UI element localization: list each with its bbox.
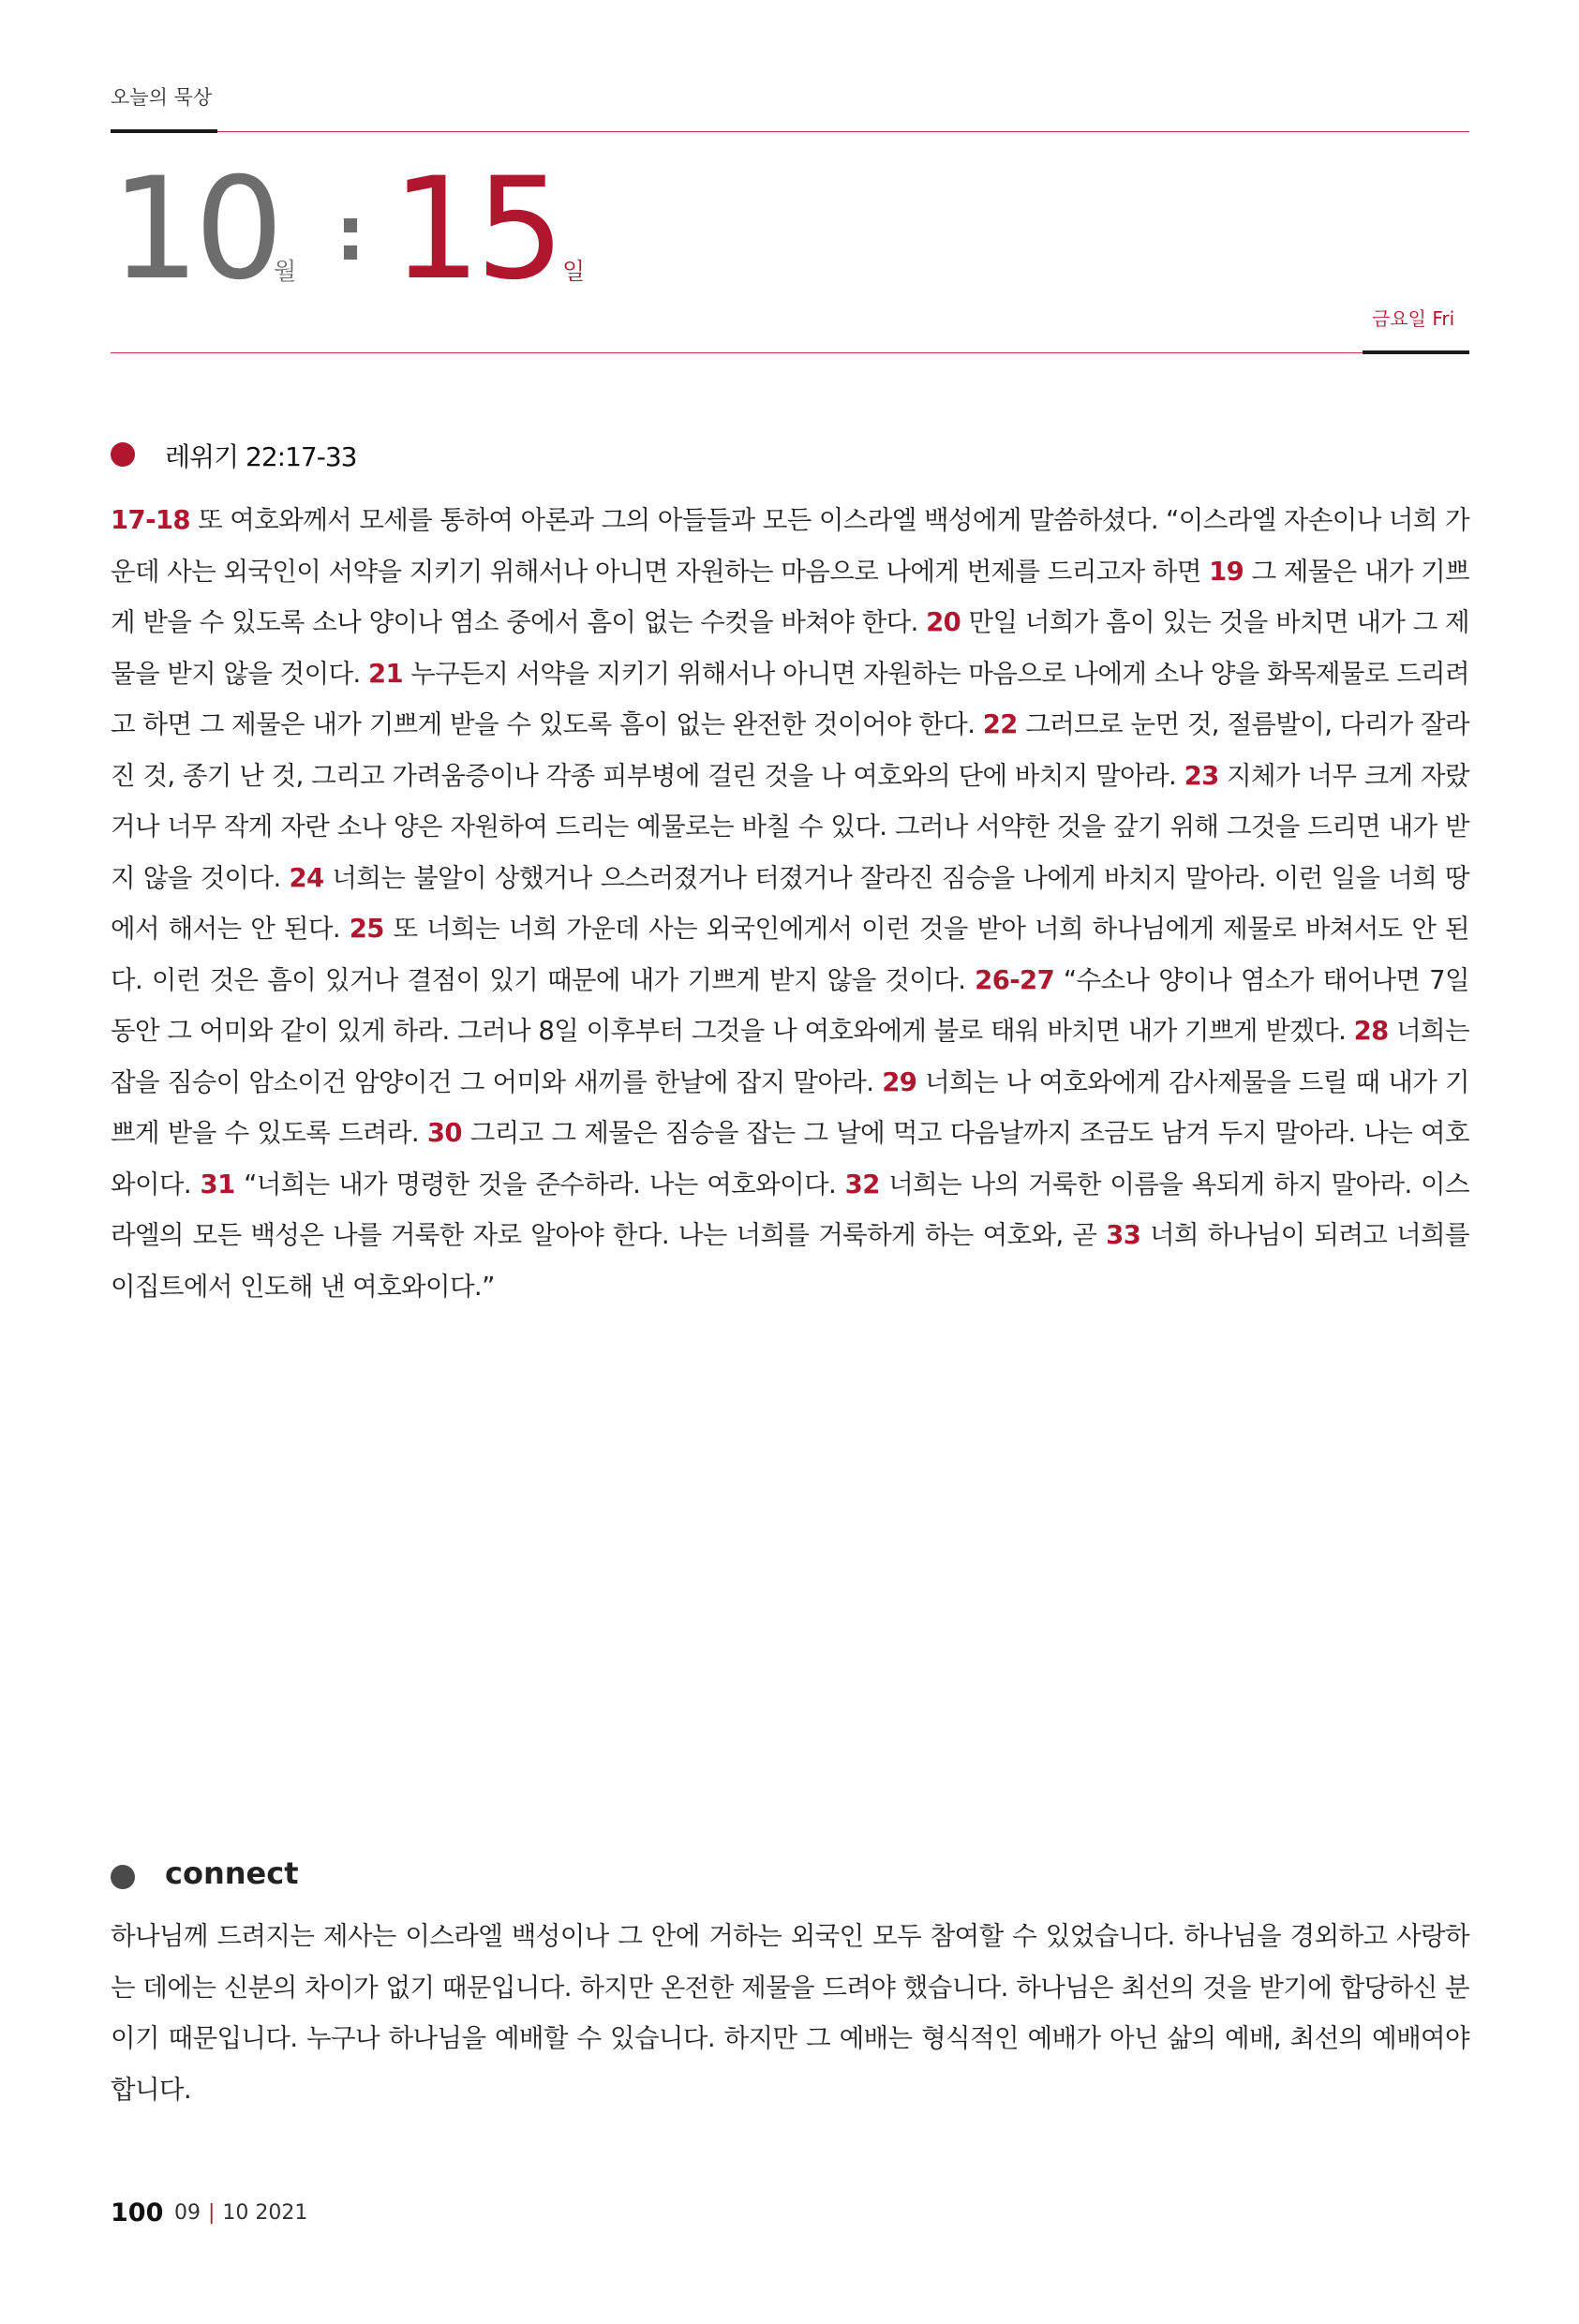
verse-text: 너희는 나 여호와에게 감사제물을 드릴 때 내가 기쁘게 받을 수 있도록 드려라. <box>111 1066 1470 1148</box>
verse-text: 그리고 그 제물은 짐승을 잡는 그 날에 먹고 다음날까지 조금도 남겨 두지 말아라. 나는 여호와이다. <box>111 1118 1469 1199</box>
verse-number: 26-27 <box>975 964 1055 995</box>
issue-month-year: 10 2021 <box>222 2201 308 2225</box>
verse-number: 33 <box>1106 1220 1141 1250</box>
verse-text: 누구든지 서약을 지키기 위해서나 아니면 자원하는 마음으로 나에게 소나 양을 화목제물로 드리려고 하면 그 제물은 내가 기쁘게 받을 수 있도록 흠이 없는 완전한 것이어야 한다. <box>111 658 1469 739</box>
verse-number: 29 <box>882 1066 917 1097</box>
scripture-text <box>111 495 1469 1312</box>
divider <box>111 131 1469 132</box>
verse-text: 만일 너희가 흠이 있는 것을 바치면 내가 그 제물을 받지 않을 것이다. <box>111 607 1469 689</box>
issue-separator: | <box>208 2201 216 2225</box>
verse-number: 28 <box>1353 1016 1389 1046</box>
month-unit: 월 <box>274 258 297 285</box>
section-label: 오늘의 묵상 <box>111 86 213 109</box>
passage-reference: 레위기 22:17-33 <box>165 441 357 472</box>
verse-text: 너희는 나의 거룩한 이름을 욕되게 하지 말아라. 이스라엘의 모든 백성은 나를 거룩한 자로 알아야 한다. 나는 너희를 거룩하게 하는 여호와, 곧 <box>111 1169 1469 1250</box>
date-colon: : <box>335 190 365 277</box>
verse-number: 25 <box>349 914 384 944</box>
verse-number: 23 <box>1184 760 1219 791</box>
weekday: 금요일 Fri <box>1372 307 1455 330</box>
month-number: 10 <box>111 148 278 311</box>
verse-text: 그 제물은 내가 기쁘게 받을 수 있도록 소나 양이나 염소 중에서 흠이 없는 수컷을 바쳐야 한다. <box>111 556 1469 637</box>
divider-accent <box>111 129 217 133</box>
divider-accent <box>1363 350 1469 354</box>
bullet-icon <box>111 1865 135 1889</box>
verse-text: 또 여호와께서 모세를 통하여 아론과 그의 아들들과 모든 이스라엘 백성에게 말씀하셨다. “이스라엘 자손이나 너희 가운데 사는 외국인이 서약을 지키기 위해서나 아니면 자원하는 마음으로 나에게 번제를 드리고자 하면 <box>111 505 1469 587</box>
verse-number: 21 <box>367 658 404 689</box>
reflection-text: 하나님께 드려지는 제사는 이스라엘 백성이나 그 안에 거하는 외국인 모두 참여할 수 있었습니다. 하나님을 경외하고 사랑하는 데에는 신분의 차이가 없기 때문입니다. 하지만 온전한 제물을 드려야 했습니다. 하나님은 최선의 것을 받기에 합당하신 분이기 때문입니다. 누구나 하나님을 예배할 수 있습니다. 하지만 그 예배는 형식적인 예배가 아닌 삶의 예배, 최선의 예배여야 합니다. <box>111 1921 1469 2105</box>
day-number: 15 <box>392 148 559 311</box>
verse-text: 그러므로 눈먼 것, 절름발이, 다리가 잘라진 것, 종기 난 것, 그리고 가려움증이나 각종 피부병에 걸린 것을 나 여호와의 단에 바치지 말아라. <box>111 709 1469 791</box>
verse-number: 19 <box>1209 556 1244 587</box>
verse-text: 너희는 불알이 상했거나 으스러졌거나 터졌거나 잘라진 짐승을 나에게 바치지 말아라. 이런 일을 너희 땅에서 해서는 안 된다. <box>111 862 1470 944</box>
connect-title: connect <box>165 1855 299 1891</box>
verse-number: 32 <box>844 1169 880 1199</box>
verse-text: 너희 하나님이 되려고 너희를 이집트에서 인도해 낸 여호와이다.” <box>111 1220 1469 1302</box>
verse-number: 22 <box>982 709 1018 739</box>
verse-number: 17-18 <box>111 505 190 535</box>
page-number: 100 <box>111 2198 164 2227</box>
verse-text: 또 너희는 너희 가운데 사는 외국인에게서 이런 것을 받아 너희 하나님에게 제물로 바쳐서도 안 된다. 이런 것은 흠이 있거나 결점이 있기 때문에 내가 기쁘게 받지 않을 것이다. <box>111 914 1469 995</box>
bullet-icon <box>111 442 135 467</box>
verse-text: “수소나 양이나 염소가 태어나면 7일 동안 그 어미와 같이 있게 하라. 그러나 8일 이후부터 그것을 나 여호와에게 불로 태워 바치면 내가 기쁘게 받겠다. <box>111 964 1469 1046</box>
day-unit: 일 <box>562 258 586 285</box>
verse-text: 너희는 잡을 짐승이 암소이건 암양이건 그 어미와 새끼를 한날에 잡지 말아라. <box>111 1016 1469 1097</box>
issue-date <box>174 2201 307 2225</box>
verse-number: 24 <box>289 862 324 893</box>
verse-number: 20 <box>926 607 961 637</box>
divider <box>111 352 1469 353</box>
verse-text: “너희는 내가 명령한 것을 준수하라. 나는 여호와이다. <box>234 1169 845 1199</box>
issue-months: 09 <box>174 2201 201 2225</box>
verse-number: 30 <box>426 1118 462 1148</box>
verse-text: 지체가 너무 크게 자랐거나 너무 작게 자란 소나 양은 자원하여 드리는 예물로는 바칠 수 있다. 그러나 서약한 것을 갚기 위해 그것을 드리면 내가 받지 않을 것이다. <box>111 760 1469 893</box>
verse-number: 31 <box>200 1169 235 1199</box>
